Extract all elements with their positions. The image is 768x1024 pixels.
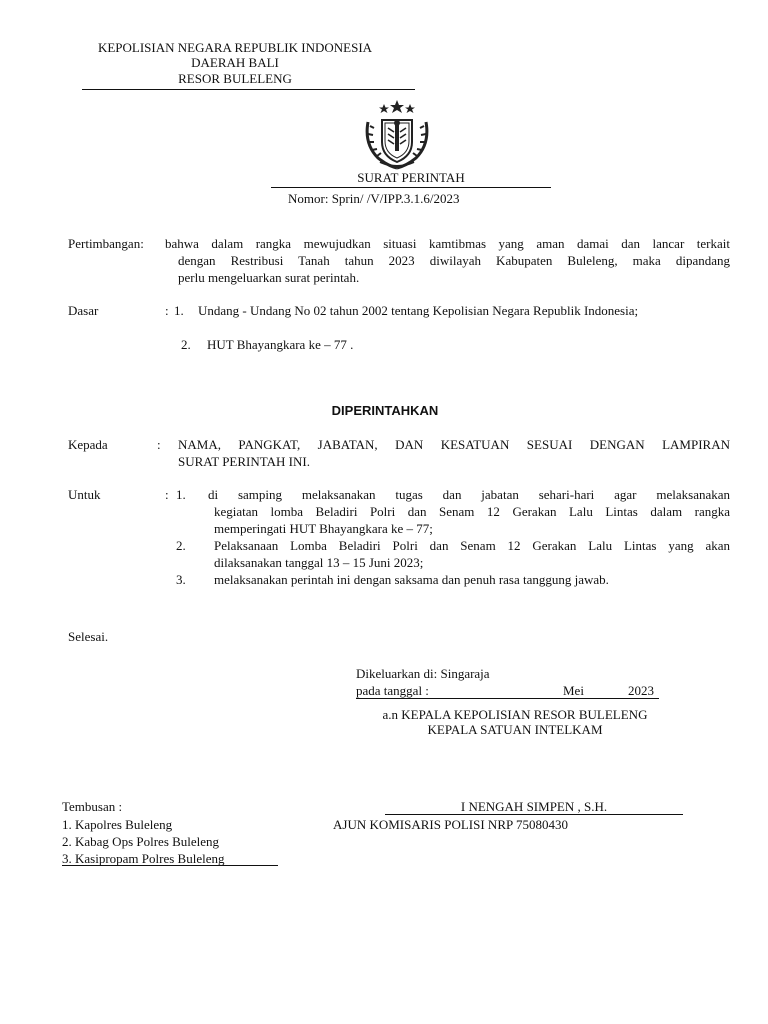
signatory-title-1: a.n KEPALA KEPOLISIAN RESOR BULELENG bbox=[382, 707, 648, 722]
dasar-item-1-num: 1. bbox=[174, 303, 184, 318]
document-number: Nomor: Sprin/ /V/IPP.3.1.6/2023 bbox=[288, 191, 460, 206]
kepada-line-1: NAMA, PANGKAT, JABATAN, DAN KESATUAN SESUAI DENGAN LAMPIRAN bbox=[178, 437, 730, 452]
signatory-name: I NENGAH SIMPEN , S.H. bbox=[460, 799, 608, 814]
tembusan-label: Tembusan : bbox=[62, 799, 123, 814]
issued-date-label: pada tanggal : bbox=[356, 683, 429, 698]
untuk-item-2-num: 2. bbox=[176, 538, 186, 553]
untuk-item-1-line-2: kegiatan lomba Beladiri Polri dan Senam 12 Gerakan Lalu Lintas dalam rangka bbox=[214, 504, 730, 519]
dasar-item-2-num: 2. bbox=[181, 337, 191, 352]
pertimbangan-line-2: dengan Restribusi Tanah tahun 2023 diwilayah Kabupaten Buleleng, maka dipandang bbox=[178, 253, 730, 268]
untuk-label: Untuk bbox=[68, 487, 101, 502]
diperintahkan-heading: DIPERINTAHKAN bbox=[331, 403, 439, 418]
dasar-label: Dasar bbox=[68, 303, 99, 318]
issued-date-underline bbox=[356, 698, 659, 699]
untuk-item-2-line-2: dilaksanakan tanggal 13 – 15 Juni 2023; bbox=[214, 555, 424, 570]
header-institution: KEPOLISIAN NEGARA REPUBLIK INDONESIA bbox=[97, 40, 373, 55]
untuk-colon: : bbox=[165, 487, 169, 502]
pertimbangan-line-3: perlu mengeluarkan surat perintah. bbox=[178, 270, 360, 285]
dasar-item-1-text: Undang - Undang No 02 tahun 2002 tentang Kepolisian Negara Republik Indonesia; bbox=[198, 303, 639, 318]
selesai-text: Selesai. bbox=[68, 629, 109, 644]
dasar-item-2-text: HUT Bhayangkara ke – 77 . bbox=[207, 337, 354, 352]
header-resort: RESOR BULELENG bbox=[178, 71, 292, 86]
polri-emblem-icon bbox=[358, 98, 436, 170]
pertimbangan-label: Pertimbangan: bbox=[68, 236, 144, 251]
tembusan-underline bbox=[62, 865, 278, 866]
issued-year: 2023 bbox=[628, 683, 654, 698]
kepada-label: Kepada bbox=[68, 437, 108, 452]
untuk-item-1-line-1: di samping melaksanakan tugas dan jabatan sehari-hari agar melaksanakan bbox=[208, 487, 730, 502]
issued-month: Mei bbox=[563, 683, 584, 698]
signatory-name-underline bbox=[385, 814, 683, 815]
kepada-line-2: SURAT PERINTAH INI. bbox=[178, 454, 310, 469]
signatory-rank-nrp: AJUN KOMISARIS POLISI NRP 75080430 bbox=[333, 817, 568, 832]
issued-place: Dikeluarkan di: Singaraja bbox=[356, 666, 490, 681]
untuk-item-2-line-1: Pelaksanaan Lomba Beladiri Polri dan Senam 12 Gerakan Lalu Lintas yang akan bbox=[214, 538, 730, 553]
tembusan-item-1: 1. Kapolres Buleleng bbox=[62, 817, 173, 832]
header-underline bbox=[82, 89, 415, 90]
tembusan-item-2: 2. Kabag Ops Polres Buleleng bbox=[62, 834, 220, 849]
dasar-colon: : bbox=[165, 303, 169, 318]
untuk-item-1-num: 1. bbox=[176, 487, 186, 502]
document-title: SURAT PERINTAH bbox=[357, 170, 465, 185]
title-underline bbox=[271, 187, 551, 188]
kepada-colon: : bbox=[157, 437, 161, 452]
tembusan-item-3: 3. Kasipropam Polres Buleleng bbox=[62, 851, 225, 866]
untuk-item-3-line-1: melaksanakan perintah ini dengan saksama dan penuh rasa tanggung jawab. bbox=[214, 572, 609, 587]
untuk-item-3-num: 3. bbox=[176, 572, 186, 587]
header-region: DAERAH BALI bbox=[191, 55, 279, 70]
signatory-title-2: KEPALA SATUAN INTELKAM bbox=[427, 722, 603, 737]
untuk-item-1-line-3: memperingati HUT Bhayangkara ke – 77; bbox=[214, 521, 433, 536]
pertimbangan-line-1: bahwa dalam rangka mewujudkan situasi kamtibmas yang aman damai dan lancar terkait bbox=[165, 236, 730, 251]
